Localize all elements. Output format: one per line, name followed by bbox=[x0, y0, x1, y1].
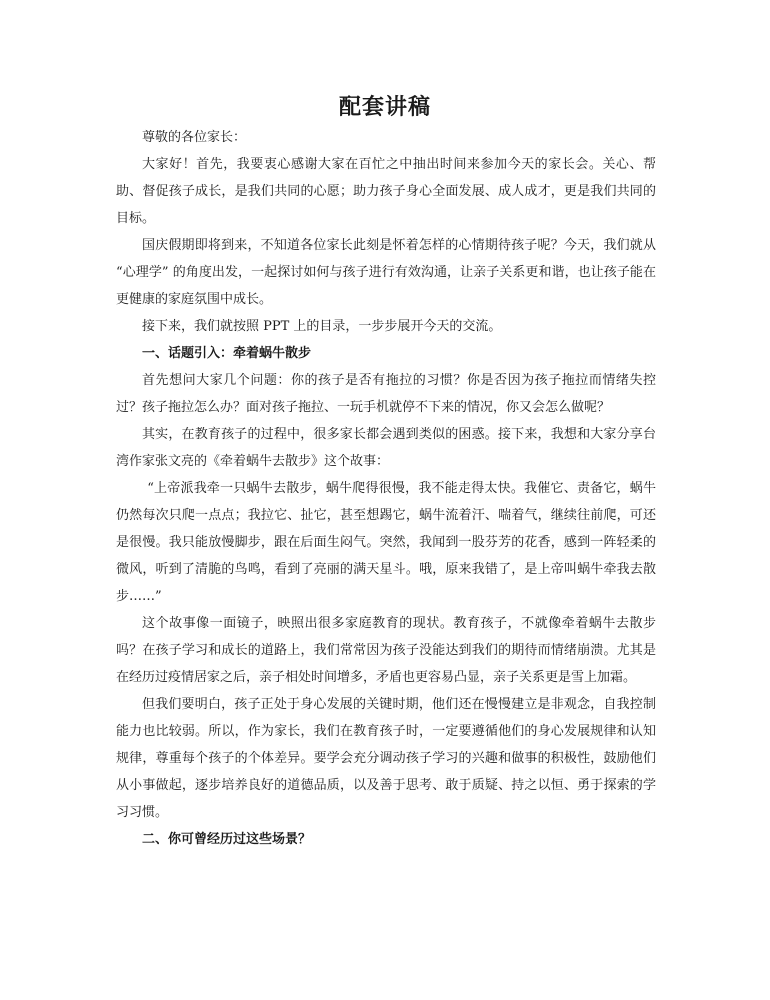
body-paragraph: 其实，在教育孩子的过程中，很多家长都会遇到类似的困惑。接下来，我想和大家分享台湾作家张文亮的《牵着蜗牛去散步》这个故事： bbox=[116, 427, 656, 469]
body-paragraph: 大家好！首先，我要衷心感谢大家在百忙之中抽出时间来参加今天的家长会。关心、帮助、督促孩子成长，是我们共同的心愿；助力孩子身心全面发展、成人成才，更是我们共同的目标。 bbox=[116, 157, 656, 226]
salutation: 尊敬的各位家长： bbox=[142, 130, 247, 145]
section-heading: 一、话题引入：牵着蜗牛散步 bbox=[142, 346, 312, 361]
body-paragraph: 国庆假期即将到来，不知道各位家长此刻是怀着怎样的心情期待孩子呢？今天，我们就从 “心理学” 的角度出发，一起探讨如何与孩子进行有效沟通，让亲子关系更和谐，也让孩子能在更健康的家庭氛围中成长。 bbox=[116, 238, 656, 307]
section-heading: 二、你可曾经历过这些场景？ bbox=[142, 832, 312, 847]
document-body bbox=[116, 124, 656, 853]
story-quote: “上帝派我牵一只蜗牛去散步，蜗牛爬得很慢，我不能走得太快。我催它、责备它，蜗牛仍然每次只爬一点点；我拉它、扯它，甚至想踢它，蜗牛流着汗、喘着气，继续往前爬，可还是很慢。我只能放慢脚步，跟在后面生闷气。突然，我闻到一股芬芳的花香，感到一阵轻柔的微风，听到了清脆的鸟鸣，看到了亮丽的满天星斗。哦，原来我错了，是上帝叫蜗牛牵我去散步……” bbox=[116, 481, 656, 604]
page-title: 配套讲稿 bbox=[338, 94, 431, 120]
body-paragraph: 但我们要明白，孩子正处于身心发展的关键时期，他们还在慢慢建立是非观念，自我控制能力也比较弱。所以，作为家长，我们在教育孩子时，一定要遵循他们的身心发展规律和认知规律，尊重每个孩子的个体差异。要学会充分调动孩子学习的兴趣和做事的积极性，鼓励他们从小事做起，逐步培养良好的道德品质，以及善于思考、敢于质疑、持之以恒、勇于探索的学习习惯。 bbox=[116, 697, 656, 820]
body-paragraph: 首先想问大家几个问题：你的孩子是否有拖拉的习惯？你是否因为孩子拖拉而情绪失控过？孩子拖拉怎么办？面对孩子拖拉、一玩手机就停不下来的情况，你又会怎么做呢？ bbox=[116, 373, 656, 415]
body-paragraph: 接下来，我们就按照 PPT 上的目录，一步步展开今天的交流。 bbox=[142, 319, 502, 334]
body-paragraph: 这个故事像一面镜子，映照出很多家庭教育的现状。教育孩子，不就像牵着蜗牛去散步吗？在孩子学习和成长的道路上，我们常常因为孩子没能达到我们的期待而情绪崩溃。尤其是在经历过疫情居家之后，亲子相处时间增多，矛盾也更容易凸显，亲子关系更是雪上加霜。 bbox=[116, 616, 656, 685]
